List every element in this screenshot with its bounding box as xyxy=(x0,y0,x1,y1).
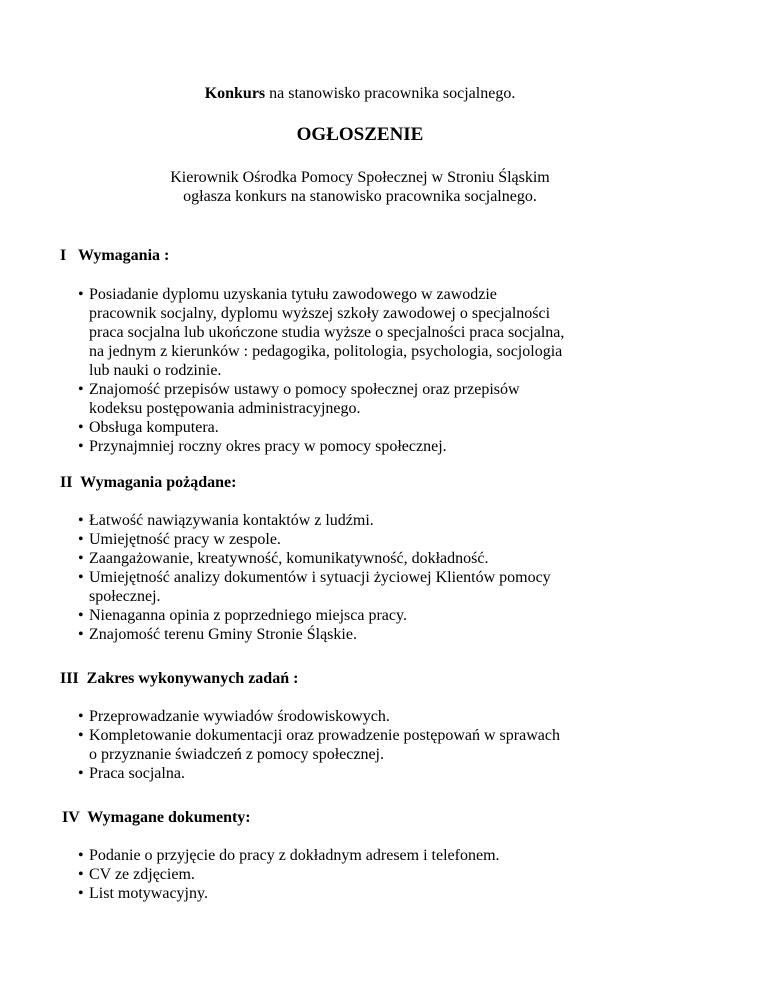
list-item xyxy=(78,707,678,726)
list-item-line: społecznej. xyxy=(89,588,161,605)
list-item xyxy=(78,285,678,380)
section-heading-duties: III Zakres wykonywanych zadań : xyxy=(60,670,299,687)
list-item-line: o przyznanie świadczeń z pomocy społecznej. xyxy=(89,746,384,763)
intro-text: na stanowisko pracownika socjalnego. xyxy=(265,85,516,102)
list-item xyxy=(78,884,678,903)
list-item-line: na jednym z kierunków : pedagogika, politologia, psychologia, socjologia xyxy=(89,343,563,360)
list-item-line: • Umiejętność analizy dokumentów i sytuacji życiowej Klientów pomocy xyxy=(89,569,551,586)
list-item xyxy=(78,606,678,625)
announcer-line: Kierownik Ośrodka Pomocy Społecznej w Stroniu Śląskim xyxy=(170,169,550,186)
list-item-line: • Zaangażowanie, kreatywność, komunikatywność, dokładność. xyxy=(89,550,489,567)
list-item-line: • Znajomość przepisów ustawy o pomocy społecznej oraz przepisów xyxy=(89,381,520,398)
list-item-line: pracownik socjalny, dyplomu wyższej szkoły zawodowej o specjalności xyxy=(89,305,551,322)
list-item-line: lub nauki o rodzinie. xyxy=(89,362,222,379)
list-item xyxy=(78,511,678,530)
section-heading-requirements: I Wymagania : xyxy=(60,247,170,264)
list-item-line: kodeksu postępowania administracyjnego. xyxy=(89,400,361,417)
list-item-line: • Posiadanie dyplomu uzyskania tytułu zawodowego w zawodzie xyxy=(89,286,497,303)
announcer-line: ogłasza konkurs na stanowisko pracownika socjalnego. xyxy=(183,188,537,205)
list-item-line: • Obsługa komputera. xyxy=(89,419,219,436)
list-item-line: • Podanie o przyjęcie do pracy z dokładnym adresem i telefonem. xyxy=(89,847,500,864)
documents-list xyxy=(78,846,678,903)
list-item xyxy=(78,549,678,568)
list-item xyxy=(78,726,678,764)
list-item-line: • List motywacyjny. xyxy=(89,885,208,902)
requirements-list xyxy=(78,285,678,456)
list-item xyxy=(78,625,678,644)
list-item xyxy=(78,568,678,606)
list-item-line: • Praca socjalna. xyxy=(89,765,185,782)
desired-list xyxy=(78,511,678,644)
list-item xyxy=(78,418,678,437)
list-item-line: • Umiejętność pracy w zespole. xyxy=(89,531,281,548)
intro-bold-word: Konkurs xyxy=(204,85,266,102)
announcement-title: OGŁOSZENIE xyxy=(296,124,424,145)
intro-line xyxy=(0,84,720,103)
list-item xyxy=(78,380,678,418)
list-item xyxy=(78,846,678,865)
duties-list xyxy=(78,707,678,783)
list-item-line: • Przynajmniej roczny okres pracy w pomocy społecznej. xyxy=(89,438,447,455)
announcer-block xyxy=(0,168,720,206)
list-item-line: • CV ze zdjęciem. xyxy=(89,866,195,883)
list-item-line: • Kompletowanie dokumentacji oraz prowadzenie postępowań w sprawach xyxy=(89,727,560,744)
section-heading-desired: II Wymagania pożądane: xyxy=(60,474,237,491)
list-item-line: • Łatwość nawiązywania kontaktów z ludźmi. xyxy=(89,512,374,529)
list-item-line: • Nienaganna opinia z poprzedniego miejsca pracy. xyxy=(89,607,407,624)
list-item xyxy=(78,764,678,783)
section-heading-documents: IV Wymagane dokumenty: xyxy=(62,809,251,826)
list-item xyxy=(78,865,678,884)
list-item-line: praca socjalna lub ukończone studia wyższe o specjalności praca socjalna, xyxy=(89,324,565,341)
list-item xyxy=(78,530,678,549)
list-item-line: • Przeprowadzanie wywiadów środowiskowych. xyxy=(89,708,390,725)
list-item-line: • Znajomość terenu Gminy Stronie Śląskie. xyxy=(89,626,357,643)
list-item xyxy=(78,437,678,456)
